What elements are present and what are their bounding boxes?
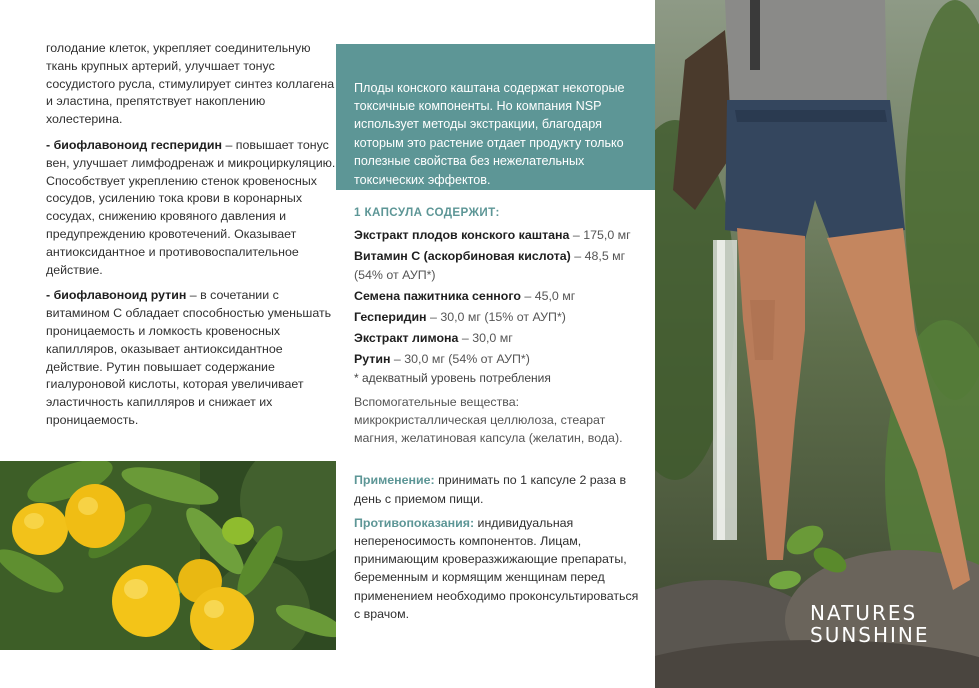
ingredient-item (354, 308, 646, 326)
ingredient-value: – 30,0 мг (54% от АУП*) (390, 352, 530, 367)
ingredient-value: – 30,0 мг (458, 331, 513, 346)
contraindications-paragraph (354, 514, 646, 623)
ingredient-name: Экстракт лимона (354, 331, 459, 346)
callout-box (336, 44, 655, 190)
contraindications-label: Противопоказания: (354, 515, 475, 530)
brand-line-1: NATURES (810, 601, 918, 625)
lemon-illustration (0, 461, 336, 650)
hesperidin-text: – повышает тонус вен, улучшает лимфодренаж и микроциркуляцию. Способствует укреплению стенок кровеносных сосудов, усилению тока крови в коронарных сосудах, снижению кровяного давления и предупреждению кровотечений. Оказывает антиоксидантное и противовоспалительное действие. (46, 137, 336, 277)
ingredient-item (354, 247, 646, 283)
ingredient-value: – 45,0 мг (520, 288, 576, 303)
usage-paragraph (354, 471, 646, 507)
brand-logo (810, 602, 950, 646)
ingredient-name: Гесперидин (354, 310, 427, 325)
composition-heading: 1 КАПСУЛА СОДЕРЖИТ: (354, 206, 500, 219)
ingredient-name: Экстракт плодов конского каштана (354, 228, 570, 243)
footnote: * адекватный уровень потребления (354, 370, 551, 385)
ingredient-name: Витамин С (аскорбиновая кислота) (354, 249, 571, 264)
excipients-text: Вспомогательные вещества: микрокристаллическая целлюлоза, стеарат магния, желатиновая капсула (желатин, вода). (354, 394, 623, 446)
ingredient-value: – 175,0 мг (569, 228, 631, 243)
usage-label: Применение: (354, 473, 435, 488)
rutin-paragraph (46, 287, 336, 429)
lemon-tree-photo (0, 461, 336, 650)
usage-text: принимать по 1 капсуле 2 раза в день с приемом пищи. (354, 473, 627, 506)
ingredient-name: Семена пажитника сенного (354, 288, 521, 303)
ingredient-value: – 30,0 мг (15% от АУП*) (426, 310, 566, 325)
left-text-column (46, 40, 336, 430)
ingredient-item (354, 226, 646, 244)
rutin-title: - биофлавоноид рутин (46, 288, 187, 303)
composition-column (354, 204, 646, 623)
hiker-illustration (655, 0, 979, 688)
hesperidin-title: - биофлавоноид гесперидин (46, 137, 223, 152)
rutin-text: – в сочетании с витамином С обладает способностью уменьшать проницаемость и ломкость кровеносных капилляров, оказывает антиоксидантное действие. Рутин повышает содержание гиалуроновой кислоты, которая увеличивает эластичность капилляров и снижает их проницаемость. (46, 288, 332, 427)
hesperidin-paragraph (46, 137, 336, 279)
contraindications-text: индивидуальная непереносимость компонентов. Лицам, принимающим кроверазжижающие препараты, беременным и кормящим женщинам перед применением необходимо проконсультироваться с врачом. (354, 515, 639, 621)
ingredient-item (354, 350, 646, 368)
ingredient-name: Рутин (354, 352, 391, 367)
intro-paragraph: голодание клеток, укрепляет соединительную ткань крупных артерий, улучшает тонус сосудистого русла, стимулирует синтез коллагена и эластина, препятствует накоплению холестерина. (46, 41, 335, 127)
hiker-legs-photo (655, 0, 979, 688)
brand-line-2: SUNSHINE (810, 623, 930, 647)
ingredient-item (354, 287, 646, 305)
callout-text: Плоды конского каштана содержат некоторые токсичные компоненты. Но компания NSP использует методы экстракции, благодаря которым это растение отдает продукту только полезные свойства без нежелательных токсических эффектов. (354, 80, 625, 187)
ingredient-value: – 48,5 мг (54% от АУП*) (354, 249, 626, 282)
ingredient-item (354, 329, 646, 347)
